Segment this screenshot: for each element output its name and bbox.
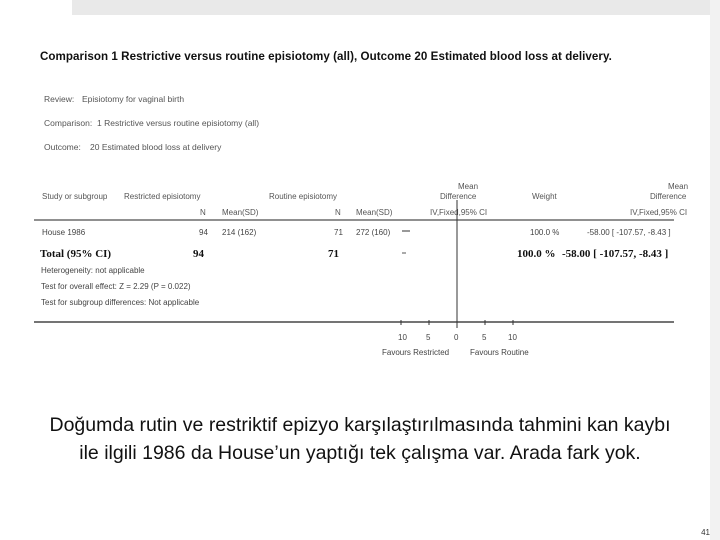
page-number: 41 (701, 528, 710, 537)
total-name: Total (95% CI) (40, 248, 112, 260)
header-difference-1: Difference (440, 192, 477, 201)
meta-outcome-label: Outcome: (44, 142, 81, 152)
axis-tick-label: 10 (398, 333, 407, 342)
total-n2: 71 (328, 248, 339, 260)
axis-tick-label: 10 (508, 333, 517, 342)
study-meansd2: 272 (160) (356, 228, 391, 237)
study-n2: 71 (334, 228, 343, 237)
total-n1: 94 (193, 248, 204, 260)
header-n-1: N (200, 208, 206, 217)
total-weight: 100.0 % (517, 248, 556, 260)
header-iv-1: IV,Fixed,95% CI (430, 208, 488, 217)
header-study: Study or subgroup (42, 192, 108, 201)
meta-review-label: Review: (44, 94, 75, 104)
header-mean-1: Mean (458, 182, 479, 191)
header-restricted: Restricted episiotomy (124, 192, 201, 201)
figure-title: Comparison 1 Restrictive versus routine episiotomy (all), Outcome 20 Estimated blood loss at delivery. (40, 50, 612, 63)
header-mean-2: Mean (668, 182, 689, 191)
note-heterogeneity: Heterogeneity: not applicable (41, 266, 145, 275)
slide-caption: Doğumda rutin ve restriktif epizyo karşılaştırılmasında tahmini kan kaybı ile ilgili 1986 da House’un yaptığı tek çalışma var. Arada fark yok. (49, 414, 671, 464)
axis-tick-label: 5 (482, 333, 487, 342)
header-iv-2: IV,Fixed,95% CI (630, 208, 688, 217)
meta-comparison-value: 1 Restrictive versus routine episiotomy (all) (97, 118, 260, 128)
study-meansd1: 214 (162) (222, 228, 257, 237)
axis-tick-label: 0 (454, 333, 459, 342)
meta-outcome-value: 20 Estimated blood loss at delivery (90, 142, 222, 152)
header-meansd-2: Mean(SD) (356, 208, 393, 217)
meta-comparison-label: Comparison: (44, 118, 93, 128)
header-meansd-1: Mean(SD) (222, 208, 259, 217)
study-n1: 94 (199, 228, 208, 237)
right-decor-strip (710, 0, 720, 540)
study-ci: -58.00 [ -107.57, -8.43 ] (587, 228, 671, 237)
total-ci: -58.00 [ -107.57, -8.43 ] (562, 248, 669, 260)
study-weight: 100.0 % (530, 228, 560, 237)
header-weight: Weight (532, 192, 557, 201)
note-subgroup: Test for subgroup differences: Not applicable (41, 298, 200, 307)
favours-right-label: Favours Routine (470, 348, 529, 357)
axis-tick-label: 5 (426, 333, 431, 342)
note-overall-effect: Test for overall effect: Z = 2.29 (P = 0.022) (41, 282, 191, 291)
meta-review-value: Episiotomy for vaginal birth (82, 94, 185, 104)
header-difference-2: Difference (650, 192, 687, 201)
study-name: House 1986 (42, 228, 86, 237)
header-routine: Routine episiotomy (269, 192, 338, 201)
favours-left-label: Favours Restricted (382, 348, 450, 357)
header-n-2: N (335, 208, 341, 217)
